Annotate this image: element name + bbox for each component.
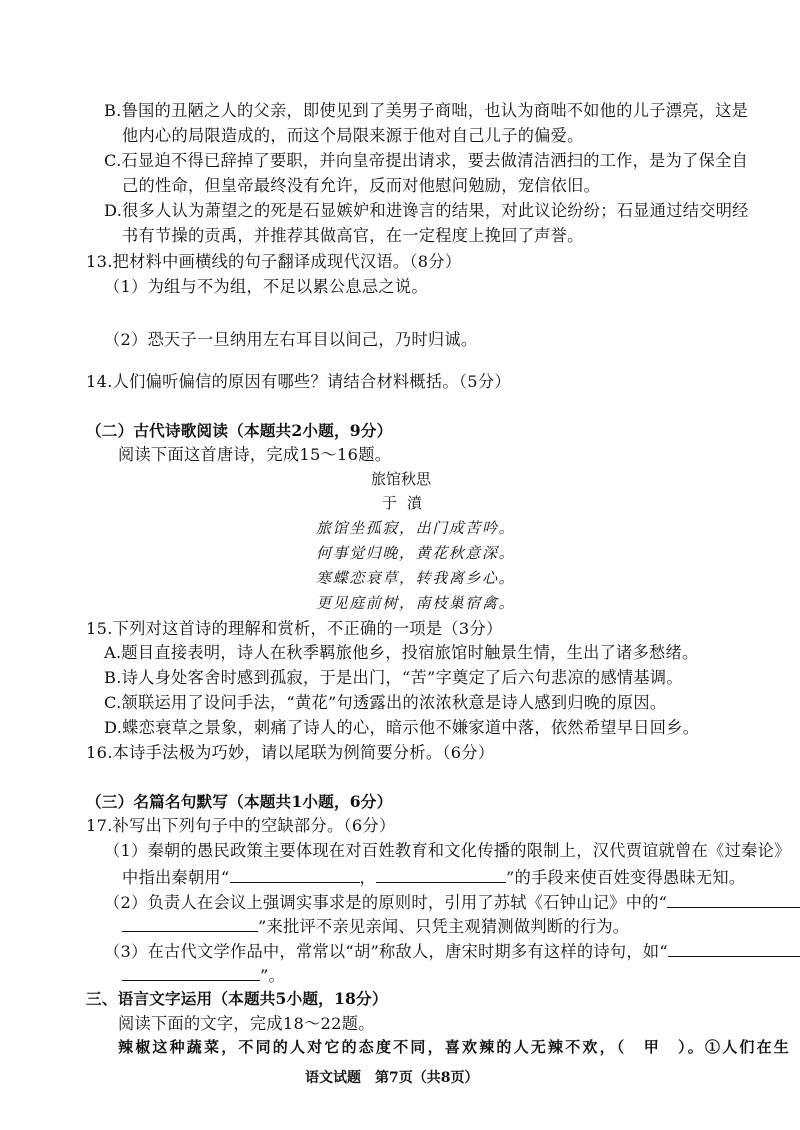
- section2-heading: （二）古代诗歌阅读（本题共2小题，9分）: [86, 421, 393, 440]
- q15-option-a: A.题目直接表明，诗人在秋季羁旅他乡，投宿旅馆时触景生情，生出了诸多愁绪。: [104, 643, 699, 662]
- section3-heading: （三）名篇名句默写（本题共1小题，6分）: [86, 792, 393, 811]
- poem-title: 旅馆秋思: [371, 470, 432, 488]
- q17-item3-line2: [122, 966, 285, 984]
- answer-blank[interactable]: [122, 966, 260, 981]
- q15-stem: 15.下列对这首诗的理解和赏析，不正确的一项是（3分）: [86, 619, 503, 638]
- q12-option-d-line2: 书有节操的贡禹，并推荐其做高官，在一定程度上挽回了声誉。: [122, 226, 584, 245]
- page-footer: 语文试题 第7页（共8页）: [305, 1070, 479, 1086]
- q13-stem: 13.把材料中画横线的句子翻译成现代汉语。（8分）: [86, 252, 462, 271]
- q17-item2-line2: [122, 917, 629, 935]
- q17-item3-text: （3）在古代文学作品中，常常以“胡”称敌人，唐宋时期多有这样的诗句，如“: [104, 942, 668, 961]
- q17-item2-suffix: ”来批评不亲见亲闻、只凭主观猜测做判断的行为。: [258, 917, 630, 936]
- q17-item1-prefix: 中指出秦朝用“: [122, 868, 230, 887]
- q17-item1-suffix: ”的手段来使百姓变得愚昧无知。: [506, 868, 746, 887]
- q17-item1-line2: [122, 868, 745, 886]
- q12-option-c-line2: 己的性命，但皇帝最终没有允许，反而对他慰问勉励，宠信依旧。: [122, 176, 601, 195]
- poem-author: 于濆: [382, 494, 433, 512]
- q17-item3-suffix: ”。: [260, 966, 286, 985]
- q17-item1-comma: ，: [359, 868, 376, 887]
- q13-item2: （2）恐天子一旦纳用左右耳目以间己，乃时归诚。: [104, 330, 478, 349]
- q15-option-b: B.诗人身处客舍时感到孤寂，于是出门，“苦”字奠定了后六句悲凉的感情基调。: [104, 668, 683, 687]
- part3-heading: 三、语言文字运用（本题共5小题，18分）: [86, 989, 388, 1008]
- q17-stem: 17.补写出下列句子中的空缺部分。（6分）: [86, 816, 396, 835]
- q12-option-d-line1: D.很多人认为萧望之的死是石显嫉妒和进谗言的结果，对此议论纷纷；石显通过结交明经: [104, 201, 749, 220]
- q17-item2-line1: [104, 893, 800, 911]
- answer-blank[interactable]: [668, 942, 800, 957]
- poem-line-4: 更见庭前树，南枝巢宿禽。: [316, 594, 516, 612]
- q16-stem: 16.本诗手法极为巧妙，请以尾联为例简要分析。（6分）: [86, 743, 495, 762]
- answer-blank[interactable]: [376, 868, 506, 883]
- q15-option-c: C.颔联运用了设问手法，“黄花”句透露出的浓浓秋意是诗人感到归晚的原因。: [104, 693, 667, 712]
- poem-line-1: 旅馆坐孤寂，出门成苦吟。: [316, 519, 516, 537]
- answer-blank[interactable]: [122, 917, 258, 932]
- q17-item1-line1: （1）秦朝的愚民政策主要体现在对百姓教育和文化传播的限制上，汉代贾谊就曾在《过秦论》: [104, 841, 791, 860]
- section2-intro: 阅读下面这首唐诗，完成15～16题。: [118, 445, 392, 464]
- part3-intro: 阅读下面的文字，完成18～22题。: [118, 1014, 375, 1033]
- q17-item3-line1: [104, 942, 800, 960]
- q12-option-c-line1: C.石显迫不得已辞掉了要职，并向皇帝提出请求，要去做清洁洒扫的工作，是为了保全自: [104, 151, 749, 170]
- answer-blank[interactable]: [230, 868, 360, 883]
- q13-item1: （1）为组与不为组，不足以累公息忌之说。: [104, 277, 428, 296]
- q17-item2-text: （2）负责人在会议上强调实事求是的原则时，引用了苏轼《石钟山记》中的“: [104, 893, 668, 912]
- q12-option-b-line2: 他内心的局限造成的，而这个局限来源于他对自己儿子的偏爱。: [122, 126, 584, 145]
- q12-option-b-line1: B.鲁国的丑陋之人的父亲，即使见到了美男子商咄，也认为商咄不如他的儿子漂亮，这是: [104, 101, 749, 120]
- answer-blank[interactable]: [667, 893, 800, 908]
- q15-option-d: D.蝶恋衰草之景象，刺痛了诗人的心，暗示他不嫌家道中落，依然希望早日回乡。: [104, 718, 700, 737]
- poem-line-3: 寒蝶恋衰草，转我离乡心。: [316, 569, 516, 587]
- poem-line-2: 何事觉归晚，黄花秋意深。: [316, 544, 516, 562]
- q14-stem: 14.人们偏听偏信的原因有哪些？请结合材料概括。（5分）: [86, 372, 511, 391]
- part3-passage-start: 辣椒这种蔬菜，不同的人对它的态度不同，喜欢辣的人无辣不欢，（ 甲 ）。①人们在生: [118, 1038, 792, 1056]
